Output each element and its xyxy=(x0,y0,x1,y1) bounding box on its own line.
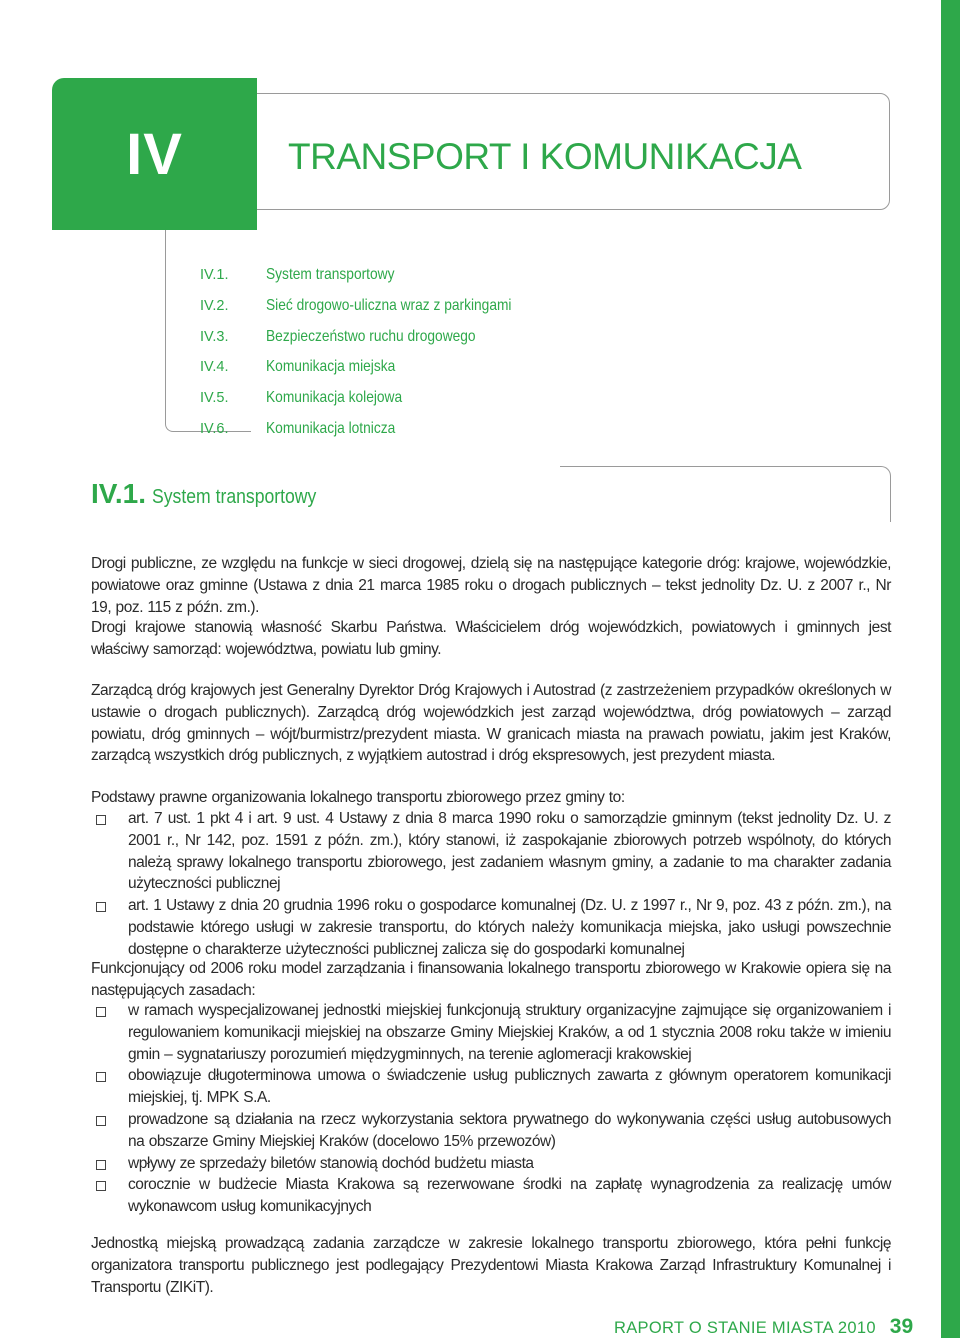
square-bullet-icon xyxy=(96,902,106,912)
legal-bases-list xyxy=(91,808,891,961)
list-item xyxy=(91,1065,891,1109)
toc-item-label: Sieć drogowo-uliczna wraz z parkingami xyxy=(266,297,512,315)
toc-item[interactable] xyxy=(200,291,551,322)
toc-item[interactable] xyxy=(200,413,551,444)
list-item-text: prowadzone są działania na rzecz wykorzystania sektora prywatnego do wykonywania części usług autobusowych na obszarze Gminy Miejskiej Kraków (docelowo 15% przewozów) xyxy=(128,1110,891,1150)
list-item-text: w ramach wyspecjalizowanej jednostki miejskiej funkcjonują struktury organizacyjne zajmujące się organizowaniem i regulowaniem komunikacji miejskiej na obszarze Gminy Miejskiej Kraków, a od 1 stycznia 2008 roku także w imieniu gmin – sygnatariuszy porozumień międzygminnych, na terenie aglomeracji krakowskiej xyxy=(128,1002,891,1063)
toc-item-label: Komunikacja kolejowa xyxy=(266,389,403,407)
toc-item-label: System transportowy xyxy=(266,266,395,284)
paragraph-road-categories: Drogi publiczne, ze względu na funkcje w sieci drogowej, dzielą się na następujące kategorie dróg: krajowe, wojewódzkie, powiatowe oraz gminne (Ustawa z dnia 21 marca 1985 roku o drogach publicznych – tekst jednolity Dz. U. z 2007 r., Nr 19, poz. 115 z późn. zm.). xyxy=(91,555,891,616)
toc-item[interactable] xyxy=(200,321,551,352)
toc-item-number: IV.2. xyxy=(200,298,229,315)
principles-list xyxy=(91,1000,891,1218)
chapter-number: IV xyxy=(126,121,183,187)
toc-item-number: IV.1. xyxy=(200,267,229,284)
paragraph-zikit: Jednostką miejską prowadzącą zadania zarządcze w zakresie lokalnego transportu zbiorowego, która pełni funkcję organizatora transportu publicznego jest podlegający Prezydentowi Miasta Krakowa Zarząd Infrastruktury Komunalnej i Transportu (ZIKiT). xyxy=(91,1235,891,1296)
toc-item-label: Bezpieczeństwo ruchu drogowego xyxy=(266,327,476,345)
section-number: IV.1. xyxy=(91,478,147,509)
toc-item[interactable] xyxy=(200,383,551,414)
paragraph-model-intro: Funkcjonujący od 2006 roku model zarządzania i finansowania lokalnego transportu zbiorowego w Krakowie opiera się na następujących zasadach: xyxy=(91,960,891,999)
square-bullet-icon xyxy=(96,1160,106,1170)
section-header-frame xyxy=(560,466,891,522)
toc-item-number: IV.4. xyxy=(200,359,229,376)
list-item-text: obowiązuje długoterminowa umowa o świadczenie usług publicznych zawarta z głównym operatorem komunikacji miejskiej, tj. MPK S.A. xyxy=(128,1067,891,1107)
list-item-text: art. 7 ust. 1 pkt 4 i art. 9 ust. 4 Ustawy z dnia 8 marca 1990 roku o samorządzie gminnym (tekst jednolity Dz. U. z 2001 r., Nr 142, poz. 1591 z późn. zm.), który stanowi, iż zaspokajanie zbiorowych potrzeb wspólnoty, do których należą sprawy lokalnego transportu zbiorowego, jest zadaniem własnym gminy, a zadanie to ma charakter zadania użyteczności publicznej xyxy=(128,810,891,893)
list-item-text: art. 1 Ustawy z dnia 20 grudnia 1996 roku o gospodarce komunalnej (Dz. U. z 1997 r., Nr 9, poz. 43 z późn. zm.), na podstawie którego usługi w zakresie transportu, do których należy komunikacja miejska, jako usługi powszechnie dostępne o charakterze użyteczności publicznej zalicza się do gospodarki komunalnej xyxy=(128,897,891,958)
paragraph-road-managers: Zarządcą dróg krajowych jest Generalny Dyrektor Dróg Krajowych i Autostrad (z zastrzeżeniem przypadków określonych w ustawie o drogach publicznych). Zarządcą dróg wojewódzkich jest zarząd województwa, dróg powiatowych – zarząd powiatu, dróg gminnych – wójt/burmistrz/prezydent miasta. W granicach miasta na prawach powiatu, jakim jest Kraków, zarządcą wszystkich dróg publicznych, z wyjątkiem autostrad i dróg ekspresowych, jest prezydent miasta. xyxy=(91,682,891,765)
list-item-text: wpływy ze sprzedaży biletów stanowią dochód budżetu miasta xyxy=(128,1154,534,1172)
toc-item[interactable] xyxy=(200,352,551,383)
list-item xyxy=(91,1174,891,1218)
square-bullet-icon xyxy=(96,1072,106,1082)
list-item xyxy=(91,895,891,960)
list-item-text: corocznie w budżecie Miasta Krakowa są rezerwowane środki na zapłatę wynagrodzenia za realizację umów wykonawcom usług komunikacyjnych xyxy=(128,1176,891,1216)
list-item xyxy=(91,1109,891,1153)
list-item xyxy=(91,1153,891,1175)
table-of-contents xyxy=(200,260,551,444)
paragraph-road-ownership: Drogi krajowe stanowią własność Skarbu Państwa. Właścicielem dróg wojewódzkich, powiatowych i gminnych jest właściwy samorząd: województwa, powiatu lub gminy. xyxy=(91,619,891,658)
page-number: 39 xyxy=(889,1315,914,1338)
toc-item-number: IV.5. xyxy=(200,390,229,407)
list-item xyxy=(91,808,891,895)
page-footer xyxy=(614,1315,913,1339)
square-bullet-icon xyxy=(96,1116,106,1126)
toc-item-label: Komunikacja miejska xyxy=(266,358,396,376)
report-title: RAPORT O STANIE MIASTA 2010 xyxy=(614,1319,876,1337)
section-title: System transportowy xyxy=(152,486,317,508)
square-bullet-icon xyxy=(96,815,106,825)
toc-item-number: IV.3. xyxy=(200,328,229,345)
toc-item-label: Komunikacja lotnicza xyxy=(266,419,396,437)
edge-accent-bar xyxy=(941,0,960,1338)
paragraph-legal-bases-intro: Podstawy prawne organizowania lokalnego transportu zbiorowego przez gminy to: xyxy=(91,789,625,806)
list-item xyxy=(91,1000,891,1065)
chapter-number-box xyxy=(52,78,257,230)
toc-item[interactable] xyxy=(200,260,551,291)
toc-item-number: IV.6. xyxy=(200,420,229,437)
square-bullet-icon xyxy=(96,1007,106,1017)
square-bullet-icon xyxy=(96,1181,106,1191)
chapter-title: TRANSPORT I KOMUNIKACJA xyxy=(288,136,802,177)
section-heading xyxy=(91,478,339,510)
